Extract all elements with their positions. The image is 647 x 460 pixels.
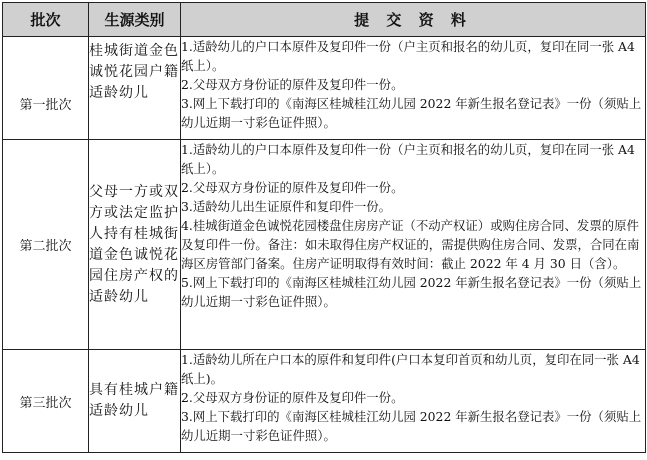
header-row [3, 3, 646, 37]
enrollment-requirements-table [2, 2, 646, 453]
doc-item: 1.适龄幼儿的户口本原件及复印件一份（户主页和报名的幼儿页，复印在同一张 A4 纸上）。 [181, 142, 635, 176]
doc-item: 3.网上下载打印的《南海区桂城桂江幼儿园 2022 年新生报名登记表》一份（须贴上幼儿近期一寸彩色证件照）。 [181, 96, 642, 130]
doc-item: 2.父母双方身份证的原件及复印件一份。 [181, 390, 404, 405]
doc-item: 2.父母双方身份证的原件及复印件一份。 [181, 77, 404, 92]
doc-item: 4.桂城街道金色诚悦花园楼盘住房房产证（不动产权证）或购住房合同、发票的原件及复印件一份。备注：如未取得住房产权证的，需提供购住房合同、发票，合同在南海区房管部门备案。住房产证明取得有效时间：截止 2022 年 4 月 30 日（含）。 [181, 218, 640, 271]
header-batch: 批次 [3, 3, 89, 37]
source-cell: 具有桂城户籍适龄幼儿 [89, 350, 181, 453]
doc-item: 2.父母双方身份证的原件及复印件一份。 [181, 180, 404, 195]
batch-cell: 第二批次 [3, 140, 89, 350]
doc-item: 1.适龄幼儿的户口本原件及复印件一份（户主页和报名的幼儿页，复印在同一张 A4 纸上）。 [181, 39, 635, 73]
doc-item: 3.适龄幼儿出生证原件和复印件一份。 [181, 199, 392, 214]
doc-item: 5.网上下载打印的《南海区桂城桂江幼儿园 2022 年新生报名登记表》一份（须贴上幼儿近期一寸彩色证件照）。 [181, 275, 642, 309]
header-source: 生源类别 [89, 3, 181, 37]
doc-item: 3.网上下载打印的《南海区桂城桂江幼儿园 2022 年新生报名登记表》一份（须贴上幼儿近期一寸彩色证件照）。 [181, 409, 642, 443]
batch-cell: 第一批次 [3, 37, 89, 140]
source-cell: 父母一方或双方或法定监护人持有桂城街道金色诚悦花园住房产权的适龄幼儿 [89, 140, 181, 350]
docs-cell [181, 140, 646, 350]
table-row [3, 37, 646, 140]
batch-cell: 第三批次 [3, 350, 89, 453]
doc-item: 1.适龄幼儿所在户口本的原件和复印件(户口本复印首页和幼儿页，复印在同一张 A4 纸上)。 [181, 352, 640, 386]
source-cell: 桂城街道金色诚悦花园户籍适龄幼儿 [89, 37, 181, 140]
header-docs: 提 交 资 料 [181, 3, 646, 37]
table-row [3, 350, 646, 453]
docs-cell [181, 350, 646, 453]
table-row [3, 140, 646, 350]
docs-cell [181, 37, 646, 140]
